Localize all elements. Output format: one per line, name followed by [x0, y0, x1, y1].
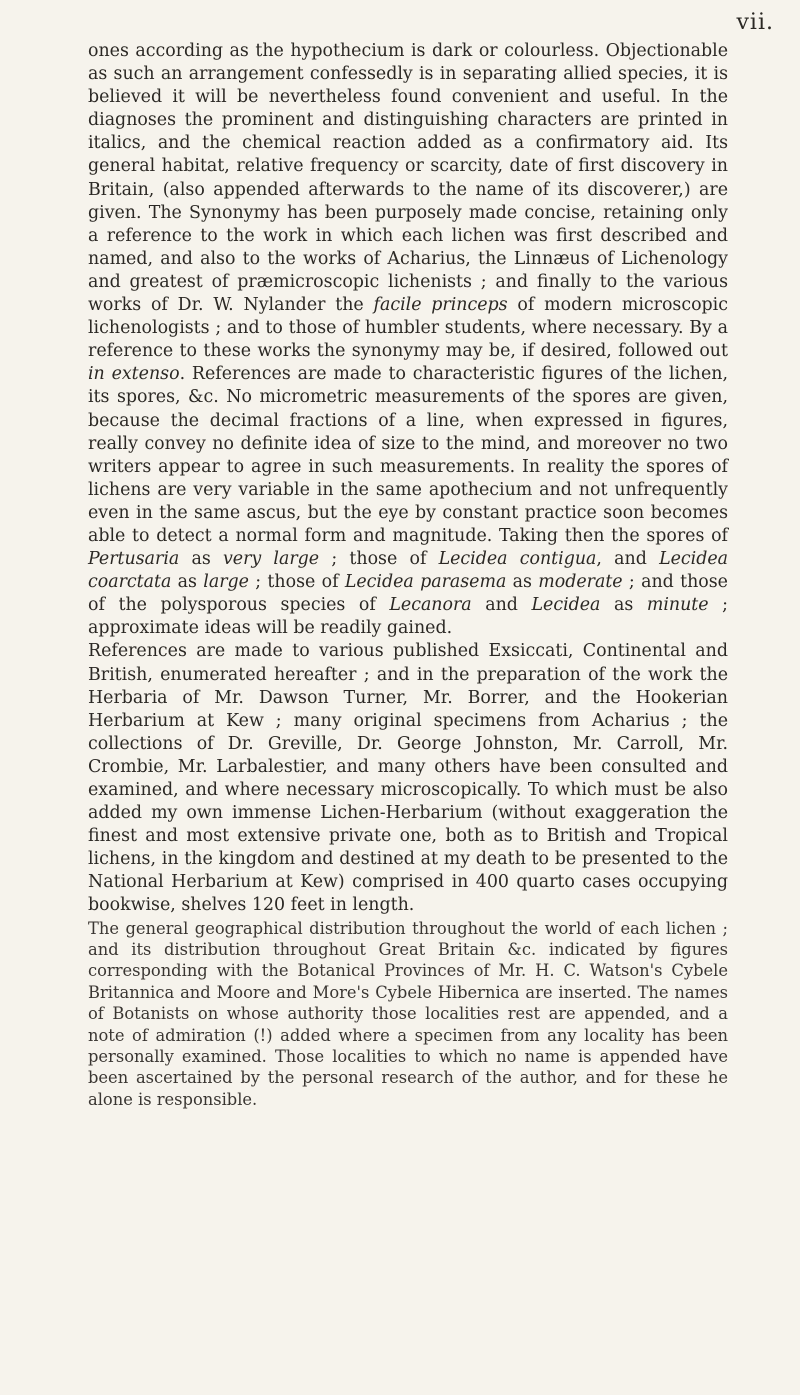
italic-text: moderate — [538, 572, 623, 593]
page-number: vii. — [736, 10, 774, 35]
italic-text: very large — [222, 549, 320, 570]
text-run: ; and those of the polysporous species of — [88, 572, 728, 616]
italic-text: in extenso — [88, 364, 180, 385]
italic-text: Pertusaria — [88, 549, 180, 570]
text-run: ; approximate ideas will be readily gained. — [88, 595, 728, 639]
italic-text: minute — [646, 595, 709, 616]
text-run: . References are made to characteristic figures of the lichen, its spores, &c. No micrometric measurements of the spores are given, because the decimal fractions of a line, when expressed in figures, really convey no definite idea of size to the mind, and moreover no two writers appear to agree in such measurements. In reality the spores of lichens are very variable in the same apothecium and not unfrequently even in the same ascus, but the eye by constant practice soon becomes able to detect a normal form and magnitude. Taking then the spores of — [88, 364, 729, 546]
text-run: as — [506, 572, 539, 593]
italic-text: Lecidea parasema — [344, 572, 507, 593]
paragraph — [88, 918, 728, 1111]
text-run: as — [600, 595, 647, 616]
text-run: and — [471, 595, 532, 616]
italic-text: Lecanora — [389, 595, 472, 616]
text-run: References are made to various published Exsiccati, Continental and British, enumerated hereafter ; and in the preparation of the work the Herbaria of Mr. Dawson Turner, Mr. Borrer, and the Hookerian Herbarium at Kew ; many original specimens from Acharius ; the collections of Dr. Greville, Dr. George Johnston, Mr. Carroll, Mr. Crombie, Mr. Larbalestier, and many others have been consulted and examined, and where necessary microscopically. To which must be also added my own immense Lichen-Herbarium (without exaggeration the finest and most extensive private one, both as to British and Tropical lichens, in the kingdom and destined at my death to be presented to the National Herbarium at Kew) comprised in 400 quarto cases occupying bookwise, shelves 120 feet in length. — [88, 641, 728, 916]
paragraph — [88, 640, 728, 917]
body-text — [88, 40, 728, 1110]
italic-text: Lecidea coarctata — [88, 549, 728, 593]
text-run: ; those of — [248, 572, 345, 593]
text-run: The general geographical distribution throughout the world of each lichen ; and its distribution throughout Great Britain &c. indicated by figures corresponding with the Botanical Provinces of Mr. H. C. Watson's Cybele Britannica and Moore and More's Cybele Hibernica are inserted. The names of Botanists on whose authority those localities rest are appended, and a note of admiration (!) added where a specimen from any locality has been personally examined. Those localities to which no name is appended have been ascertained by the personal research of the author, and for these he alone is responsible. — [88, 918, 728, 1109]
italic-text: large — [203, 572, 249, 593]
text-run: , and — [596, 549, 660, 570]
paragraph — [88, 40, 728, 640]
italic-text: Lecidea contigua — [438, 549, 597, 570]
text-run: ; those of — [319, 549, 439, 570]
text-run: of modern microscopic lichenologists ; and to those of humbler students, where necessary. By a reference to these works the synonymy may be, if desired, followed out — [88, 295, 728, 362]
text-run: ones according as the hypothecium is dark or colourless. Objectionable as such an arrangement confessedly is in separating allied species, it is believed it will be nevertheless found convenient and useful. In the diagnoses the prominent and distinguishing characters are printed in italics, and the chemical reaction added as a confirmatory aid. Its general habitat, relative frequency or scarcity, date of first discovery in Britain, (also appended afterwards to the name of its discoverer,) are given. The Synonymy has been purposely made concise, retaining only a reference to the work in which each lichen was first described and named, and also to the works of Acharius, the Linnæus of Lichenology and greatest of præmicroscopic lichenists ; and finally to the various works of Dr. W. Nylander the — [88, 41, 728, 316]
text-run: as — [171, 572, 204, 593]
italic-text: facile princeps — [373, 295, 508, 316]
text-run: as — [179, 549, 223, 570]
italic-text: Lecidea — [531, 595, 601, 616]
